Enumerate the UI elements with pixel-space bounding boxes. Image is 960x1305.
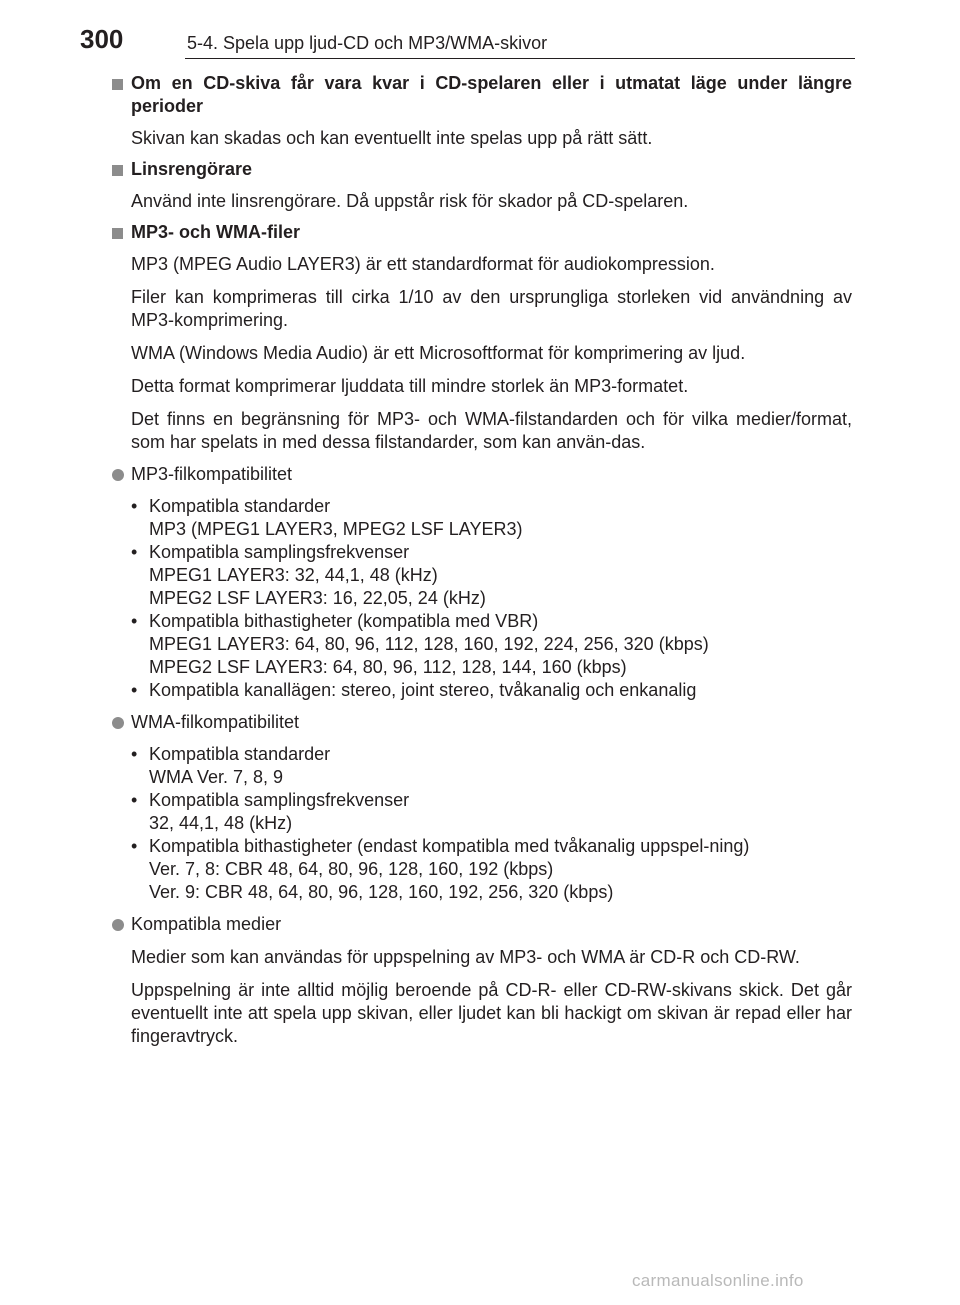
list-item-line: Ver. 9: CBR 48, 64, 80, 96, 128, 160, 192, 256, 320 (kbps)	[149, 882, 614, 902]
list-item	[131, 541, 852, 610]
paragraph: Det finns en begränsning för MP3- och WMA-filstandarden och för vilka medier/format, som har spelats in med dessa filstandarder, som kan använ-das.	[131, 409, 852, 452]
subsection-title: WMA-filkompatibilitet	[131, 712, 300, 732]
list-item-label: Kompatibla standarder	[149, 496, 331, 516]
section-heading: Linsrengörare	[131, 159, 253, 179]
square-bullet-icon	[112, 79, 123, 90]
list-item	[131, 743, 852, 789]
list-item-line: MPEG1 LAYER3: 32, 44,1, 48 (kHz)	[149, 565, 438, 585]
mp3-compatibility-list	[131, 495, 852, 702]
bullet-glyph: •	[131, 790, 138, 810]
list-item-line: 32, 44,1, 48 (kHz)	[149, 813, 293, 833]
section-title: 5-4. Spela upp ljud-CD och MP3/WMA-skivor	[187, 33, 548, 53]
paragraph: Filer kan komprimeras till cirka 1/10 av den ursprungliga storleken vid användning av MP3-komprimering.	[131, 287, 852, 330]
paragraph: Använd inte linsrengörare. Då uppstår risk för skador på CD-spelaren.	[131, 191, 689, 211]
paragraph: WMA (Windows Media Audio) är ett Microsoftformat för komprimering av ljud.	[131, 343, 746, 363]
watermark: carmanualsonline.info	[632, 1271, 804, 1290]
circle-bullet-icon	[112, 469, 124, 481]
page-number: 300	[80, 24, 124, 54]
paragraph: MP3 (MPEG Audio LAYER3) är ett standardformat för audiokompression.	[131, 254, 715, 274]
list-item	[131, 495, 852, 541]
page-header	[0, 0, 960, 70]
paragraph: Detta format komprimerar ljuddata till mindre storlek än MP3-formatet.	[131, 376, 689, 396]
section-lens-cleaner	[112, 158, 852, 213]
list-item-line: MPEG2 LSF LAYER3: 64, 80, 96, 112, 128, 144, 160 (kbps)	[149, 657, 627, 677]
compatible-media	[112, 913, 852, 936]
list-item-label: Kompatibla bithastigheter (kompatibla med VBR)	[149, 611, 539, 631]
paragraph: Skivan kan skadas och kan eventuellt inte spelas upp på rätt sätt.	[131, 128, 653, 148]
bullet-glyph: •	[131, 542, 138, 562]
list-item-label: Kompatibla bithastigheter (endast kompatibla med tvåkanalig uppspel-ning)	[149, 836, 750, 856]
list-item-label: Kompatibla kanallägen: stereo, joint stereo, tvåkanalig och enkanalig	[149, 680, 697, 700]
bullet-glyph: •	[131, 496, 138, 516]
subsection-title: Kompatibla medier	[131, 914, 282, 934]
list-item-line: Ver. 7, 8: CBR 48, 64, 80, 96, 128, 160, 192 (kbps)	[149, 859, 554, 879]
list-item-line: WMA Ver. 7, 8, 9	[149, 767, 284, 787]
list-item	[131, 835, 852, 904]
header-divider	[185, 58, 855, 59]
bullet-glyph: •	[131, 680, 138, 700]
wma-compatibility-list	[131, 743, 852, 904]
list-item	[131, 610, 852, 679]
list-item	[131, 679, 852, 702]
section-heading: MP3- och WMA-filer	[131, 222, 300, 242]
square-bullet-icon	[112, 228, 123, 239]
paragraph: Medier som kan användas för uppspelning av MP3- och WMA är CD-R och CD-RW.	[131, 947, 800, 967]
circle-bullet-icon	[112, 717, 124, 729]
subsection-title: MP3-filkompatibilitet	[131, 464, 293, 484]
wma-compatibility	[112, 711, 852, 734]
list-item-label: Kompatibla samplingsfrekvenser	[149, 542, 410, 562]
list-item-line: MPEG2 LSF LAYER3: 16, 22,05, 24 (kHz)	[149, 588, 486, 608]
page-content	[112, 72, 852, 1048]
list-item-line: MPEG1 LAYER3: 64, 80, 96, 112, 128, 160, 192, 224, 256, 320 (kbps)	[149, 634, 709, 654]
section-heading: Om en CD-skiva får vara kvar i CD-spelaren eller i utmatat läge under längre perioder	[131, 73, 852, 116]
bullet-glyph: •	[131, 611, 138, 631]
paragraph: Uppspelning är inte alltid möjlig beroende på CD-R- eller CD-RW-skivans skick. Det går eventuellt inte att spela upp skivan, eller ljudet kan bli hackigt om skivan är repad eller har fingeravtryck.	[131, 980, 852, 1046]
bullet-glyph: •	[131, 836, 138, 856]
mp3-compatibility	[112, 463, 852, 486]
bullet-glyph: •	[131, 744, 138, 764]
list-item-label: Kompatibla standarder	[149, 744, 331, 764]
square-bullet-icon	[112, 165, 123, 176]
list-item	[131, 789, 852, 835]
list-item-label: Kompatibla samplingsfrekvenser	[149, 790, 410, 810]
section-cd-left-in-player	[112, 72, 852, 150]
section-mp3-wma-files	[112, 221, 852, 454]
list-item-line: MP3 (MPEG1 LAYER3, MPEG2 LSF LAYER3)	[149, 519, 523, 539]
circle-bullet-icon	[112, 919, 124, 931]
